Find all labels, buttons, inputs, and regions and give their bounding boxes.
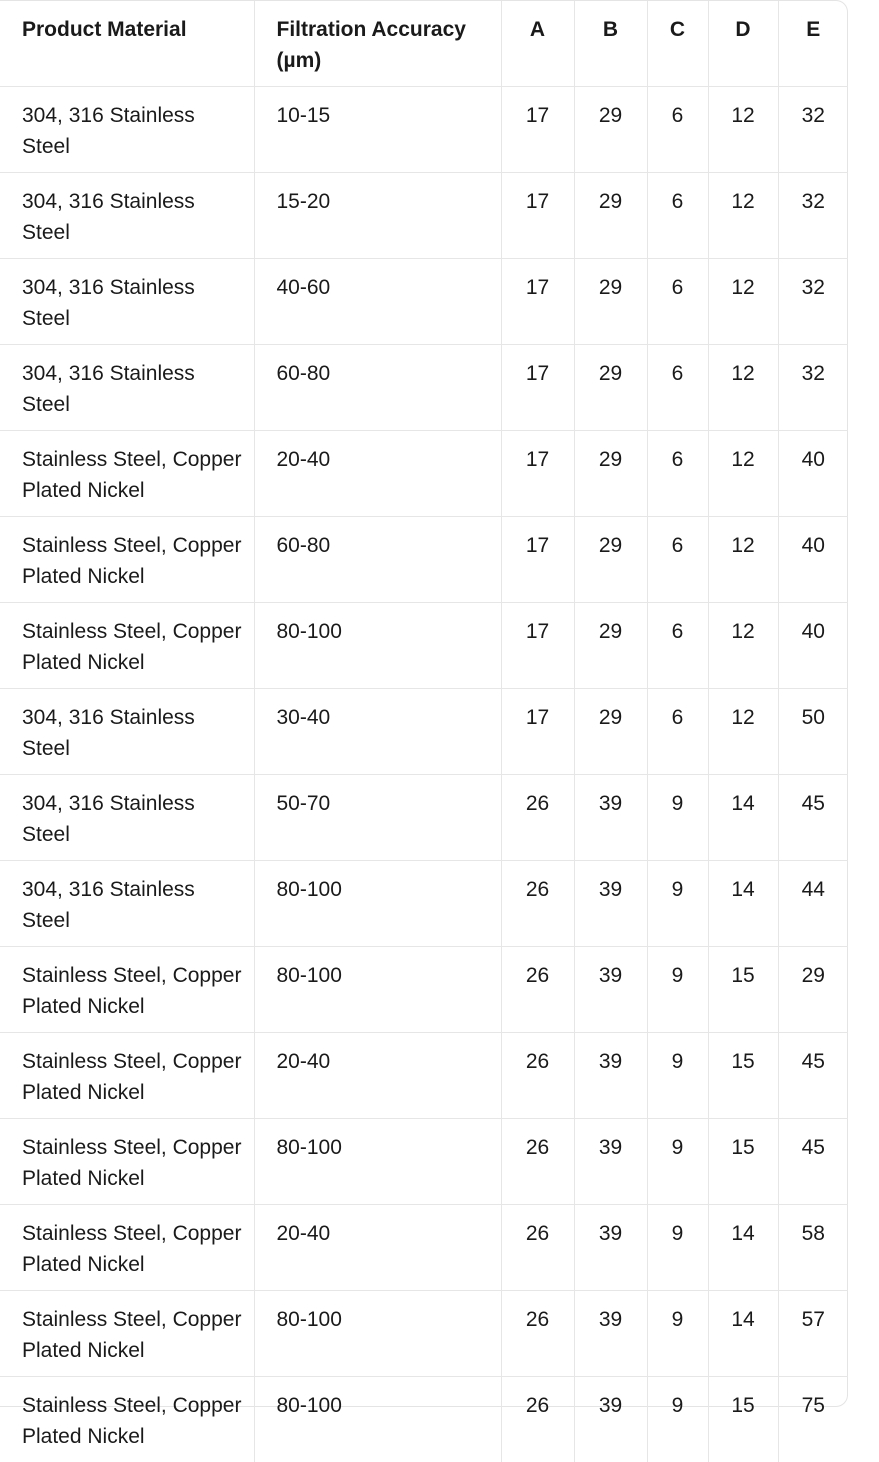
table-header — [0, 1, 848, 87]
cell-c: 6 — [647, 173, 708, 259]
cell-d: 14 — [708, 1291, 778, 1377]
cell-d: 12 — [708, 517, 778, 603]
header-b: B — [574, 1, 647, 87]
cell-a: 26 — [501, 1377, 574, 1462]
cell-c: 6 — [647, 517, 708, 603]
cell-product-material: 304, 316 Stainless Steel — [0, 861, 254, 947]
cell-b: 29 — [574, 603, 647, 689]
specs-table — [0, 1, 848, 1462]
cell-a: 26 — [501, 1205, 574, 1291]
cell-d: 12 — [708, 603, 778, 689]
table-row — [0, 1119, 848, 1205]
cell-a: 26 — [501, 1033, 574, 1119]
header-d: D — [708, 1, 778, 87]
cell-a: 17 — [501, 517, 574, 603]
cell-d: 12 — [708, 259, 778, 345]
cell-b: 39 — [574, 1291, 647, 1377]
cell-filtration-accuracy: 20-40 — [254, 1205, 501, 1291]
cell-b: 29 — [574, 431, 647, 517]
cell-c: 9 — [647, 1119, 708, 1205]
cell-e: 40 — [778, 517, 848, 603]
cell-product-material: Stainless Steel, Copper Plated Nickel — [0, 1033, 254, 1119]
table-row — [0, 1291, 848, 1377]
cell-b: 39 — [574, 861, 647, 947]
cell-filtration-accuracy: 80-100 — [254, 1291, 501, 1377]
table-body — [0, 87, 848, 1462]
table-row — [0, 87, 848, 173]
cell-e: 75 — [778, 1377, 848, 1462]
cell-b: 39 — [574, 775, 647, 861]
cell-c: 9 — [647, 1291, 708, 1377]
table-row — [0, 947, 848, 1033]
cell-e: 57 — [778, 1291, 848, 1377]
cell-filtration-accuracy: 30-40 — [254, 689, 501, 775]
table-row — [0, 775, 848, 861]
cell-product-material: Stainless Steel, Copper Plated Nickel — [0, 1119, 254, 1205]
cell-e: 45 — [778, 1119, 848, 1205]
header-product-material: Product Material — [0, 1, 254, 87]
cell-filtration-accuracy: 80-100 — [254, 603, 501, 689]
cell-d: 14 — [708, 1205, 778, 1291]
cell-c: 6 — [647, 345, 708, 431]
table-row — [0, 345, 848, 431]
cell-e: 32 — [778, 173, 848, 259]
cell-product-material: 304, 316 Stainless Steel — [0, 259, 254, 345]
cell-e: 44 — [778, 861, 848, 947]
header-row — [0, 1, 848, 87]
cell-d: 14 — [708, 861, 778, 947]
cell-a: 17 — [501, 173, 574, 259]
cell-d: 12 — [708, 689, 778, 775]
cell-e: 32 — [778, 259, 848, 345]
cell-c: 6 — [647, 603, 708, 689]
cell-e: 50 — [778, 689, 848, 775]
cell-filtration-accuracy: 50-70 — [254, 775, 501, 861]
cell-filtration-accuracy: 15-20 — [254, 173, 501, 259]
table-row — [0, 259, 848, 345]
cell-e: 32 — [778, 87, 848, 173]
cell-filtration-accuracy: 80-100 — [254, 1377, 501, 1462]
cell-c: 6 — [647, 431, 708, 517]
cell-product-material: Stainless Steel, Copper Plated Nickel — [0, 1291, 254, 1377]
cell-e: 40 — [778, 603, 848, 689]
cell-b: 39 — [574, 947, 647, 1033]
table-row — [0, 173, 848, 259]
cell-a: 17 — [501, 603, 574, 689]
cell-filtration-accuracy: 60-80 — [254, 517, 501, 603]
cell-b: 39 — [574, 1377, 647, 1462]
cell-c: 9 — [647, 861, 708, 947]
cell-b: 29 — [574, 87, 647, 173]
cell-product-material: Stainless Steel, Copper Plated Nickel — [0, 1205, 254, 1291]
cell-c: 6 — [647, 689, 708, 775]
cell-b: 39 — [574, 1205, 647, 1291]
cell-a: 17 — [501, 689, 574, 775]
cell-e: 32 — [778, 345, 848, 431]
cell-d: 12 — [708, 87, 778, 173]
cell-a: 17 — [501, 87, 574, 173]
cell-a: 26 — [501, 947, 574, 1033]
cell-filtration-accuracy: 40-60 — [254, 259, 501, 345]
cell-d: 12 — [708, 345, 778, 431]
table-row — [0, 517, 848, 603]
cell-d: 15 — [708, 1377, 778, 1462]
cell-a: 17 — [501, 345, 574, 431]
cell-c: 9 — [647, 1377, 708, 1462]
cell-d: 15 — [708, 1119, 778, 1205]
cell-b: 39 — [574, 1033, 647, 1119]
cell-product-material: Stainless Steel, Copper Plated Nickel — [0, 431, 254, 517]
cell-product-material: 304, 316 Stainless Steel — [0, 345, 254, 431]
cell-filtration-accuracy: 20-40 — [254, 431, 501, 517]
cell-filtration-accuracy: 80-100 — [254, 861, 501, 947]
cell-c: 6 — [647, 259, 708, 345]
cell-filtration-accuracy: 80-100 — [254, 947, 501, 1033]
cell-product-material: Stainless Steel, Copper Plated Nickel — [0, 947, 254, 1033]
cell-a: 17 — [501, 431, 574, 517]
table-row — [0, 861, 848, 947]
cell-c: 9 — [647, 1205, 708, 1291]
cell-b: 29 — [574, 689, 647, 775]
cell-c: 6 — [647, 87, 708, 173]
cell-b: 29 — [574, 173, 647, 259]
header-filtration-accuracy: Filtration Accuracy (µm) — [254, 1, 501, 87]
cell-e: 40 — [778, 431, 848, 517]
header-c: C — [647, 1, 708, 87]
cell-d: 12 — [708, 173, 778, 259]
cell-e: 29 — [778, 947, 848, 1033]
cell-filtration-accuracy: 20-40 — [254, 1033, 501, 1119]
cell-b: 39 — [574, 1119, 647, 1205]
cell-e: 58 — [778, 1205, 848, 1291]
cell-b: 29 — [574, 345, 647, 431]
cell-d: 15 — [708, 947, 778, 1033]
cell-a: 26 — [501, 1119, 574, 1205]
cell-e: 45 — [778, 775, 848, 861]
cell-product-material: Stainless Steel, Copper Plated Nickel — [0, 1377, 254, 1462]
header-a: A — [501, 1, 574, 87]
cell-filtration-accuracy: 80-100 — [254, 1119, 501, 1205]
cell-product-material: Stainless Steel, Copper Plated Nickel — [0, 603, 254, 689]
cell-a: 17 — [501, 259, 574, 345]
table-row — [0, 1205, 848, 1291]
cell-d: 15 — [708, 1033, 778, 1119]
cell-product-material: 304, 316 Stainless Steel — [0, 173, 254, 259]
cell-e: 45 — [778, 1033, 848, 1119]
cell-b: 29 — [574, 517, 647, 603]
cell-d: 12 — [708, 431, 778, 517]
cell-product-material: Stainless Steel, Copper Plated Nickel — [0, 517, 254, 603]
cell-b: 29 — [574, 259, 647, 345]
header-e: E — [778, 1, 848, 87]
cell-d: 14 — [708, 775, 778, 861]
cell-c: 9 — [647, 947, 708, 1033]
cell-filtration-accuracy: 10-15 — [254, 87, 501, 173]
table-row — [0, 1377, 848, 1462]
table-row — [0, 603, 848, 689]
cell-product-material: 304, 316 Stainless Steel — [0, 87, 254, 173]
cell-filtration-accuracy: 60-80 — [254, 345, 501, 431]
cell-c: 9 — [647, 775, 708, 861]
cell-a: 26 — [501, 861, 574, 947]
cell-a: 26 — [501, 1291, 574, 1377]
table-row — [0, 1033, 848, 1119]
cell-product-material: 304, 316 Stainless Steel — [0, 689, 254, 775]
cell-product-material: 304, 316 Stainless Steel — [0, 775, 254, 861]
table-row — [0, 431, 848, 517]
cell-c: 9 — [647, 1033, 708, 1119]
table-row — [0, 689, 848, 775]
cell-a: 26 — [501, 775, 574, 861]
